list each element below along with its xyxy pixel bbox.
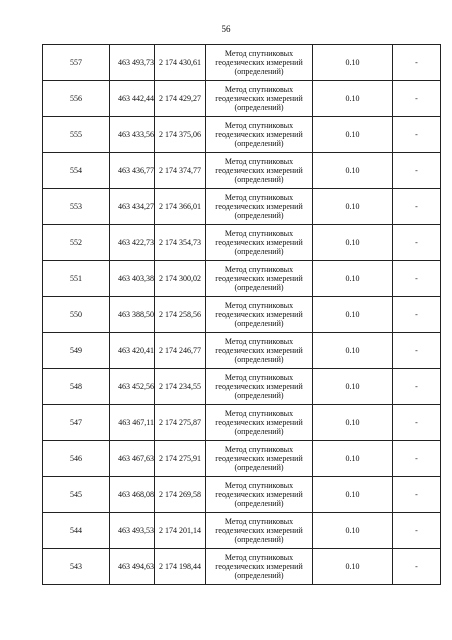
method-line: (определений) bbox=[234, 391, 284, 400]
accuracy-cell: 0.10 bbox=[313, 45, 393, 81]
accuracy-cell: 0.10 bbox=[313, 297, 393, 333]
accuracy-cell: 0.10 bbox=[313, 513, 393, 549]
y-coordinate-cell: 2 174 429,27 bbox=[155, 81, 206, 117]
x-coordinate-cell: 463 494,63 bbox=[110, 549, 155, 585]
method-cell bbox=[206, 477, 313, 513]
y-coordinate-cell: 2 174 374,77 bbox=[155, 153, 206, 189]
y-coordinate-cell: 2 174 269,58 bbox=[155, 477, 206, 513]
method-line: (определений) bbox=[234, 139, 284, 148]
accuracy-cell: 0.10 bbox=[313, 333, 393, 369]
method-line: Метод спутниковых bbox=[224, 121, 294, 130]
method-line: геодезических измерений bbox=[215, 418, 303, 427]
method-line: (определений) bbox=[234, 175, 284, 184]
y-coordinate-cell: 2 174 300,02 bbox=[155, 261, 206, 297]
point-number-cell: 549 bbox=[43, 333, 110, 369]
description-cell: - bbox=[393, 81, 441, 117]
x-coordinate-cell: 463 468,08 bbox=[110, 477, 155, 513]
coordinates-table bbox=[42, 44, 441, 585]
x-coordinate-cell: 463 493,53 bbox=[110, 513, 155, 549]
accuracy-cell: 0.10 bbox=[313, 477, 393, 513]
method-line: Метод спутниковых bbox=[224, 445, 294, 454]
method-line: (определений) bbox=[234, 247, 284, 256]
table-row bbox=[43, 369, 441, 405]
point-number-cell: 546 bbox=[43, 441, 110, 477]
x-coordinate-cell: 463 422,73 bbox=[110, 225, 155, 261]
method-cell bbox=[206, 225, 313, 261]
x-coordinate-cell: 463 433,56 bbox=[110, 117, 155, 153]
method-line: (определений) bbox=[234, 319, 284, 328]
y-coordinate-cell: 2 174 258,56 bbox=[155, 297, 206, 333]
table-row bbox=[43, 405, 441, 441]
method-line: геодезических измерений bbox=[215, 310, 303, 319]
table-row bbox=[43, 477, 441, 513]
method-line: (определений) bbox=[234, 67, 284, 76]
description-cell: - bbox=[393, 225, 441, 261]
table-row bbox=[43, 513, 441, 549]
y-coordinate-cell: 2 174 275,91 bbox=[155, 441, 206, 477]
y-coordinate-cell: 2 174 354,73 bbox=[155, 225, 206, 261]
description-cell: - bbox=[393, 405, 441, 441]
table-row bbox=[43, 261, 441, 297]
method-cell bbox=[206, 153, 313, 189]
method-line: Метод спутниковых bbox=[224, 337, 294, 346]
method-line: геодезических измерений bbox=[215, 454, 303, 463]
method-cell bbox=[206, 333, 313, 369]
method-line: геодезических измерений bbox=[215, 238, 303, 247]
method-line: (определений) bbox=[234, 103, 284, 112]
method-line: Метод спутниковых bbox=[224, 49, 294, 58]
point-number-cell: 545 bbox=[43, 477, 110, 513]
method-line: Метод спутниковых bbox=[224, 157, 294, 166]
method-line: геодезических измерений bbox=[215, 274, 303, 283]
description-cell: - bbox=[393, 441, 441, 477]
method-line: геодезических измерений bbox=[215, 166, 303, 175]
point-number-cell: 550 bbox=[43, 297, 110, 333]
point-number-cell: 544 bbox=[43, 513, 110, 549]
x-coordinate-cell: 463 493,73 bbox=[110, 45, 155, 81]
method-cell bbox=[206, 261, 313, 297]
description-cell: - bbox=[393, 477, 441, 513]
method-line: (определений) bbox=[234, 463, 284, 472]
accuracy-cell: 0.10 bbox=[313, 117, 393, 153]
accuracy-cell: 0.10 bbox=[313, 369, 393, 405]
accuracy-cell: 0.10 bbox=[313, 261, 393, 297]
description-cell: - bbox=[393, 333, 441, 369]
method-line: геодезических измерений bbox=[215, 346, 303, 355]
y-coordinate-cell: 2 174 375,06 bbox=[155, 117, 206, 153]
method-cell bbox=[206, 513, 313, 549]
method-line: Метод спутниковых bbox=[224, 301, 294, 310]
point-number-cell: 554 bbox=[43, 153, 110, 189]
method-line: геодезических измерений bbox=[215, 562, 303, 571]
method-cell bbox=[206, 297, 313, 333]
point-number-cell: 556 bbox=[43, 81, 110, 117]
method-line: Метод спутниковых bbox=[224, 481, 294, 490]
accuracy-cell: 0.10 bbox=[313, 549, 393, 585]
y-coordinate-cell: 2 174 201,14 bbox=[155, 513, 206, 549]
table-row bbox=[43, 153, 441, 189]
description-cell: - bbox=[393, 549, 441, 585]
point-number-cell: 543 bbox=[43, 549, 110, 585]
method-line: геодезических измерений bbox=[215, 490, 303, 499]
description-cell: - bbox=[393, 189, 441, 225]
accuracy-cell: 0.10 bbox=[313, 441, 393, 477]
method-line: геодезических измерений bbox=[215, 202, 303, 211]
x-coordinate-cell: 463 442,44 bbox=[110, 81, 155, 117]
method-line: Метод спутниковых bbox=[224, 373, 294, 382]
method-line: Метод спутниковых bbox=[224, 517, 294, 526]
method-line: (определений) bbox=[234, 499, 284, 508]
description-cell: - bbox=[393, 513, 441, 549]
table-row bbox=[43, 297, 441, 333]
x-coordinate-cell: 463 420,41 bbox=[110, 333, 155, 369]
y-coordinate-cell: 2 174 430,61 bbox=[155, 45, 206, 81]
y-coordinate-cell: 2 174 246,77 bbox=[155, 333, 206, 369]
method-cell bbox=[206, 45, 313, 81]
table-row bbox=[43, 441, 441, 477]
description-cell: - bbox=[393, 297, 441, 333]
table-row bbox=[43, 333, 441, 369]
point-number-cell: 552 bbox=[43, 225, 110, 261]
description-cell: - bbox=[393, 153, 441, 189]
table-row bbox=[43, 117, 441, 153]
point-number-cell: 553 bbox=[43, 189, 110, 225]
point-number-cell: 551 bbox=[43, 261, 110, 297]
method-line: Метод спутниковых bbox=[224, 553, 294, 562]
method-line: Метод спутниковых bbox=[224, 85, 294, 94]
x-coordinate-cell: 463 452,56 bbox=[110, 369, 155, 405]
accuracy-cell: 0.10 bbox=[313, 189, 393, 225]
x-coordinate-cell: 463 434,27 bbox=[110, 189, 155, 225]
point-number-cell: 547 bbox=[43, 405, 110, 441]
table-row bbox=[43, 45, 441, 81]
method-line: геодезических измерений bbox=[215, 130, 303, 139]
method-line: Метод спутниковых bbox=[224, 193, 294, 202]
method-cell bbox=[206, 117, 313, 153]
accuracy-cell: 0.10 bbox=[313, 225, 393, 261]
method-line: Метод спутниковых bbox=[224, 265, 294, 274]
point-number-cell: 555 bbox=[43, 117, 110, 153]
y-coordinate-cell: 2 174 198,44 bbox=[155, 549, 206, 585]
method-cell bbox=[206, 369, 313, 405]
accuracy-cell: 0.10 bbox=[313, 153, 393, 189]
method-line: (определений) bbox=[234, 535, 284, 544]
x-coordinate-cell: 463 436,77 bbox=[110, 153, 155, 189]
table-row bbox=[43, 549, 441, 585]
method-cell bbox=[206, 441, 313, 477]
table-row bbox=[43, 81, 441, 117]
x-coordinate-cell: 463 467,63 bbox=[110, 441, 155, 477]
method-line: геодезических измерений bbox=[215, 526, 303, 535]
method-line: (определений) bbox=[234, 283, 284, 292]
point-number-cell: 548 bbox=[43, 369, 110, 405]
method-cell bbox=[206, 549, 313, 585]
method-line: геодезических измерений bbox=[215, 58, 303, 67]
description-cell: - bbox=[393, 261, 441, 297]
method-line: геодезических измерений bbox=[215, 94, 303, 103]
y-coordinate-cell: 2 174 275,87 bbox=[155, 405, 206, 441]
method-cell bbox=[206, 189, 313, 225]
table-row bbox=[43, 189, 441, 225]
y-coordinate-cell: 2 174 234,55 bbox=[155, 369, 206, 405]
page-number: 56 bbox=[221, 24, 231, 34]
accuracy-cell: 0.10 bbox=[313, 81, 393, 117]
y-coordinate-cell: 2 174 366,01 bbox=[155, 189, 206, 225]
table-row bbox=[43, 225, 441, 261]
method-cell bbox=[206, 405, 313, 441]
description-cell: - bbox=[393, 117, 441, 153]
description-cell: - bbox=[393, 45, 441, 81]
method-line: (определений) bbox=[234, 211, 284, 220]
method-line: Метод спутниковых bbox=[224, 409, 294, 418]
method-line: (определений) bbox=[234, 355, 284, 364]
x-coordinate-cell: 463 403,38 bbox=[110, 261, 155, 297]
description-cell: - bbox=[393, 369, 441, 405]
x-coordinate-cell: 463 467,11 bbox=[110, 405, 155, 441]
method-line: (определений) bbox=[234, 427, 284, 436]
method-line: Метод спутниковых bbox=[224, 229, 294, 238]
method-line: (определений) bbox=[234, 571, 284, 580]
x-coordinate-cell: 463 388,50 bbox=[110, 297, 155, 333]
method-line: геодезических измерений bbox=[215, 382, 303, 391]
point-number-cell: 557 bbox=[43, 45, 110, 81]
coordinates-table-body bbox=[43, 45, 441, 585]
method-cell bbox=[206, 81, 313, 117]
accuracy-cell: 0.10 bbox=[313, 405, 393, 441]
